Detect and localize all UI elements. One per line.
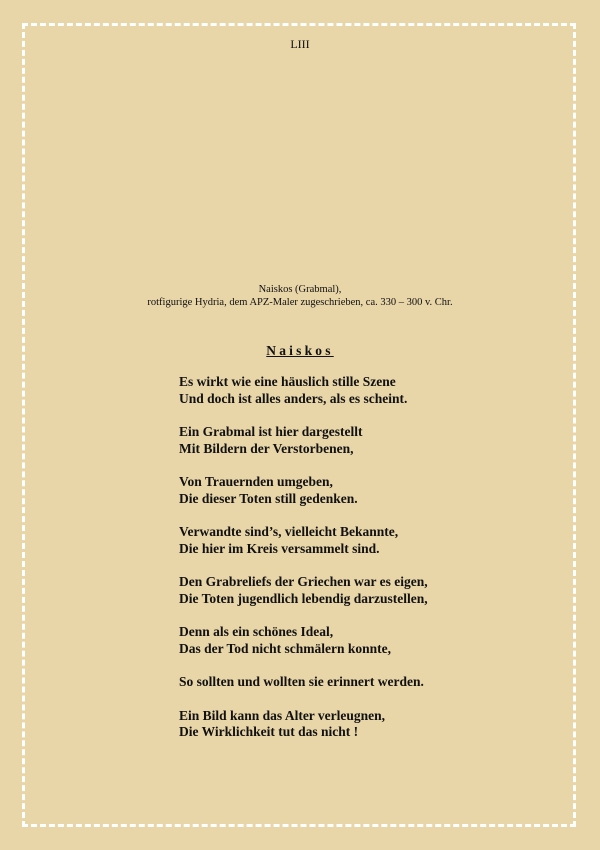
poem-line: Ein Grabmal ist hier dargestellt xyxy=(179,424,363,439)
poem-line: Denn als ein schönes Ideal, xyxy=(179,624,334,639)
poem-line: Den Grabreliefs der Griechen war es eigen, xyxy=(179,574,428,589)
stanza xyxy=(179,524,559,557)
stanza xyxy=(179,574,559,607)
poem-line: So sollten und wollten sie erinnert werden. xyxy=(179,674,424,689)
stanza xyxy=(179,624,559,657)
stanza xyxy=(179,374,559,407)
poem-line: Das der Tod nicht schmälern konnte, xyxy=(179,640,392,656)
stanza xyxy=(179,474,559,507)
poem-line: Von Trauernden umgeben, xyxy=(179,474,333,489)
poem-line: Mit Bildern der Verstorbenen, xyxy=(179,440,354,456)
poem-line: Ein Bild kann das Alter verleugnen, xyxy=(179,707,386,723)
poem-line: Die dieser Toten still gedenken. xyxy=(179,490,358,506)
poem-line: Die Toten jugendlich lebendig darzustellen, xyxy=(179,590,428,606)
poem-line: Und doch ist alles anders, als es scheint. xyxy=(179,390,408,406)
poem-line: Verwandte sind’s, vielleicht Bekannte, xyxy=(179,524,399,539)
stanza xyxy=(179,424,559,457)
caption-description: rotfigurige Hydria, dem APZ-Maler zugeschrieben, ca. 330 – 300 v. Chr. xyxy=(147,297,453,308)
poem-title: Naiskos xyxy=(266,343,334,358)
stanza xyxy=(179,708,559,741)
image-caption xyxy=(0,283,600,309)
poem-line: Die Wirklichkeit tut das nicht ! xyxy=(179,724,359,739)
poem-body xyxy=(179,374,559,758)
caption-title: Naiskos (Grabmal), xyxy=(258,284,342,295)
poem-line: Die hier im Kreis versammelt sind. xyxy=(179,540,380,556)
page-number: LIII xyxy=(290,37,310,51)
stanza xyxy=(179,674,559,691)
poem-line: Es wirkt wie eine häuslich stille Szene xyxy=(179,374,396,389)
